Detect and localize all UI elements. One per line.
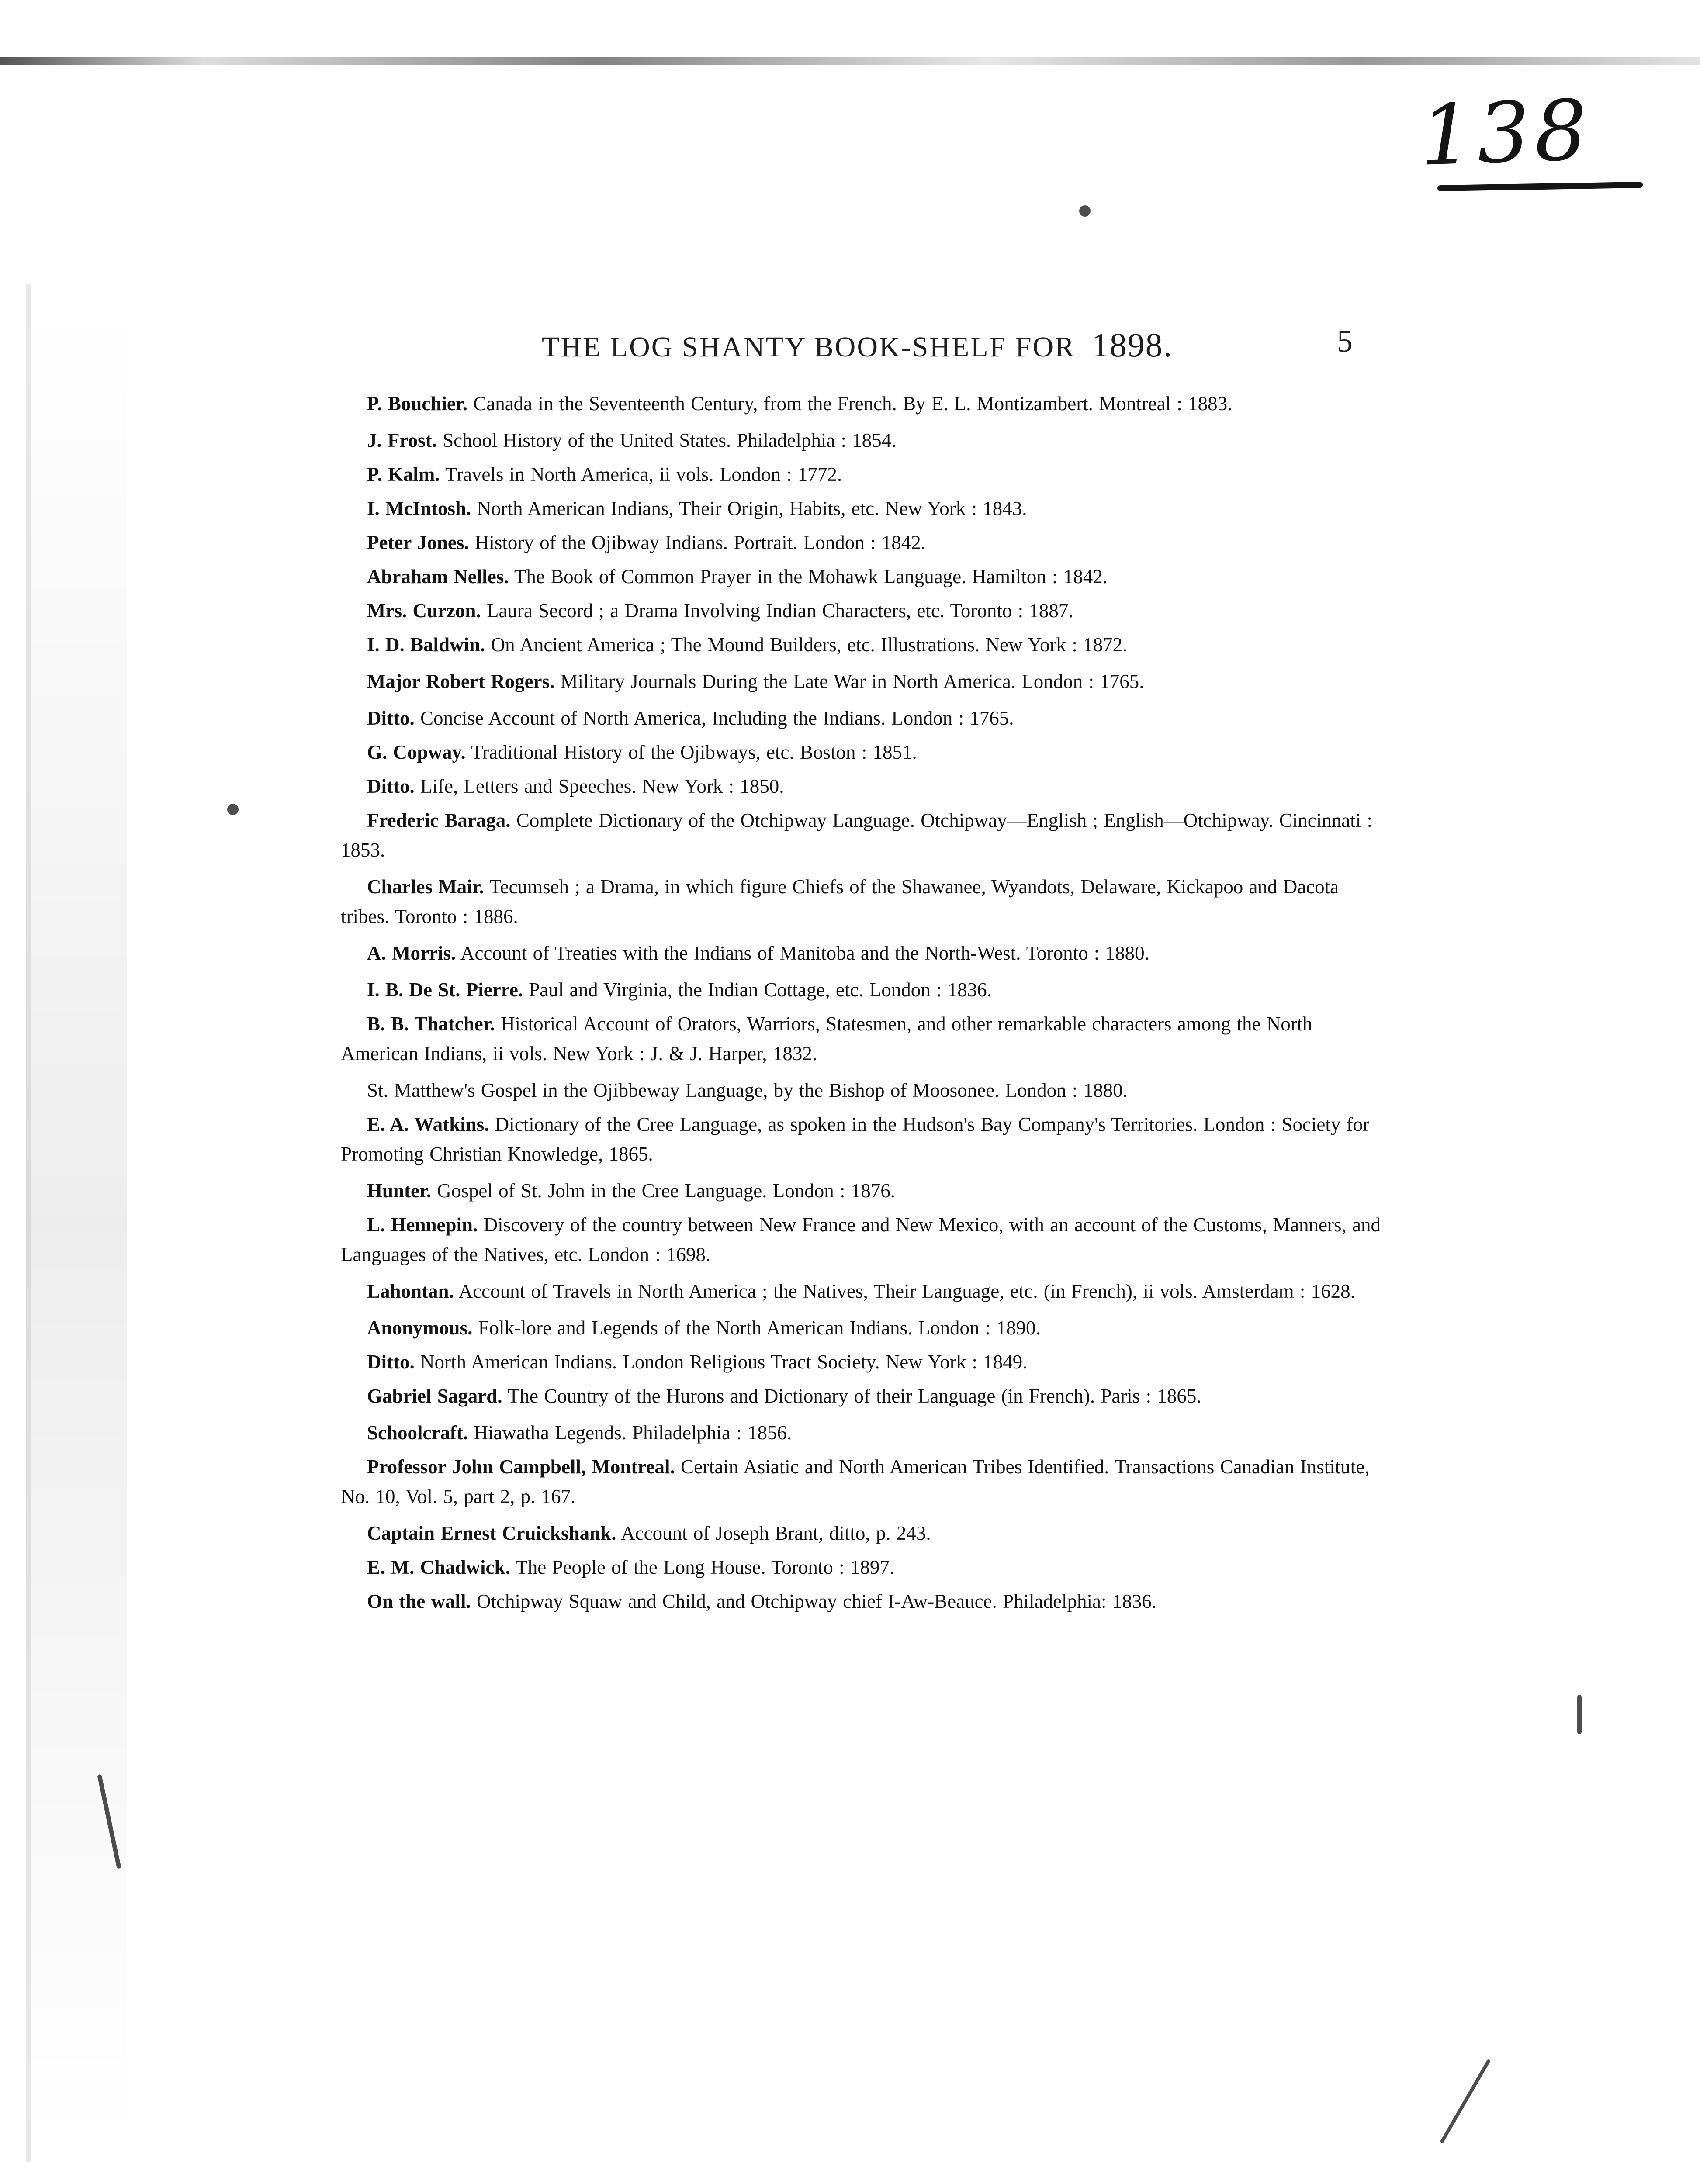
- entry-text: Laura Secord ; a Drama Involving Indian Characters, etc. Toronto : 1887.: [486, 600, 1073, 622]
- entry-text: Military Journals During the Late War in North America. London : 1765.: [560, 670, 1144, 692]
- entry-author: Professor John Campbell, Montreal.: [367, 1456, 675, 1478]
- entry: [341, 1381, 1381, 1411]
- entry: [341, 1586, 1381, 1616]
- entry: [341, 1418, 1381, 1448]
- entry-text: Traditional History of the Ojibways, etc. Boston : 1851.: [471, 741, 917, 763]
- entry-text: Canada in the Seventeenth Century, from the French. By E. L. Montizambert. Montreal : 1883.: [473, 393, 1233, 415]
- entry: [341, 1452, 1381, 1511]
- entry: [341, 1176, 1381, 1206]
- entry: [341, 494, 1381, 523]
- entry: [341, 630, 1381, 660]
- entry: [341, 872, 1381, 931]
- entry-author: On the wall.: [367, 1590, 471, 1612]
- entry: [341, 938, 1381, 968]
- entry-author: Ditto.: [367, 775, 415, 797]
- entry-text: Complete Dictionary of the Otchipway Language. Otchipway—English ; English—Otchipway. Cincinnati : 1853.: [341, 809, 1372, 861]
- entry-author: Abraham Nelles.: [367, 566, 509, 587]
- scan-mark: [1577, 1695, 1582, 1734]
- entry: [341, 389, 1381, 418]
- entry: [341, 1276, 1381, 1306]
- entry: [341, 771, 1381, 801]
- entry: [341, 425, 1381, 455]
- entry-author: P. Bouchier.: [367, 393, 467, 415]
- entry-text: Gospel of St. John in the Cree Language. London : 1876.: [437, 1180, 895, 1202]
- entry-author: L. Hennepin.: [367, 1214, 478, 1236]
- entry-text: Otchipway Squaw and Child, and Otchipway chief I-Aw-Beauce. Philadelphia: 1836.: [477, 1590, 1157, 1612]
- entry-author: Ditto.: [367, 707, 415, 729]
- entry-text: The Book of Common Prayer in the Mohawk Language. Hamilton : 1842.: [514, 566, 1108, 587]
- entry: [341, 703, 1381, 733]
- entry: [341, 805, 1381, 865]
- entry-text: North American Indians, Their Origin, Habits, etc. New York : 1843.: [477, 498, 1027, 519]
- entry-author: Hunter.: [367, 1180, 432, 1202]
- entry-text: History of the Ojibway Indians. Portrait. London : 1842.: [474, 532, 926, 553]
- entry-text: Tecumseh ; a Drama, in which figure Chiefs of the Shawanee, Wyandots, Delaware, Kickapoo and Dacota tribes. Toronto : 1886.: [341, 876, 1339, 927]
- entry-text: Paul and Virginia, the Indian Cottage, etc. London : 1836.: [529, 979, 992, 1001]
- entry-text: Account of Treaties with the Indians of Manitoba and the North-West. Toronto : 1880.: [460, 942, 1149, 964]
- entry-text: On Ancient America ; The Mound Builders, etc. Illustrations. New York : 1872.: [491, 634, 1128, 656]
- entry-author: Mrs. Curzon.: [367, 600, 481, 622]
- entry-text: North American Indians. London Religious Tract Society. New York : 1849.: [420, 1351, 1028, 1373]
- entry-text: Dictionary of the Cree Language, as spoken in the Hudson's Bay Company's Territories. London : Society for Promoting Christian Knowledge, 1865.: [341, 1113, 1370, 1165]
- entry-text: School History of the United States. Philadelphia : 1854.: [443, 429, 897, 451]
- entry-author: Captain Ernest Cruickshank.: [367, 1522, 616, 1544]
- entry: [341, 975, 1381, 1005]
- entry: [341, 1518, 1381, 1548]
- entry: [341, 460, 1381, 489]
- page-number: 5: [1337, 324, 1353, 359]
- entry: [341, 667, 1381, 696]
- entry-author: E. A. Watkins.: [367, 1113, 489, 1135]
- entry-author: Charles Mair.: [367, 876, 484, 898]
- scan-left-edge: [26, 284, 127, 2162]
- entry-author: Frederic Baraga.: [367, 809, 511, 831]
- entry-text: St. Matthew's Gospel in the Ojibbeway Language, by the Bishop of Moosonee. London : 1880.: [367, 1079, 1128, 1101]
- entry-author: Major Robert Rogers.: [367, 670, 555, 692]
- entry-text: Historical Account of Orators, Warriors, Statesmen, and other remarkable characters among the North American Indians, ii vols. New York : J. & J. Harper, 1832.: [341, 1013, 1312, 1064]
- entry: [341, 1009, 1381, 1068]
- entry-author: G. Copway.: [367, 741, 466, 763]
- entry: [341, 1313, 1381, 1343]
- scan-top-rule: [0, 57, 1700, 65]
- entry: [341, 1109, 1381, 1169]
- entry-text: Certain Asiatic and North American Tribes Identified. Transactions Canadian Institute, No. 10, Vol. 5, part 2, p. 167.: [341, 1456, 1370, 1507]
- entry-text: Travels in North America, ii vols. London : 1772.: [445, 463, 842, 485]
- entry: [341, 562, 1381, 591]
- handwritten-page-number: 138: [1418, 82, 1593, 184]
- entry-author: Ditto.: [367, 1351, 415, 1373]
- header-year: 1898.: [1091, 326, 1173, 364]
- entry-author: Gabriel Sagard.: [367, 1385, 502, 1407]
- entry-text: Concise Account of North America, Including the Indians. London : 1765.: [420, 707, 1014, 729]
- entry-author: E. M. Chadwick.: [367, 1556, 510, 1578]
- entry-author: P. Kalm.: [367, 463, 440, 485]
- header-title: THE LOG SHANTY BOOK-SHELF FOR: [542, 331, 1076, 363]
- entry-text: Account of Joseph Brant, ditto, p. 243.: [621, 1522, 931, 1544]
- entry-author: Lahontan.: [367, 1280, 454, 1302]
- running-header: [542, 325, 1173, 365]
- entry-text: Life, Letters and Speeches. New York : 1850.: [420, 775, 784, 797]
- entry: [341, 1552, 1381, 1582]
- entry-author: I. D. Baldwin.: [367, 634, 485, 656]
- entry-author: B. B. Thatcher.: [367, 1013, 495, 1035]
- handwritten-underline: [1437, 182, 1643, 191]
- entry: [341, 1210, 1381, 1269]
- entry-text: Discovery of the country between New France and New Mexico, with an account of the Customs, Manners, and Languages of the Natives, etc. London : 1698.: [341, 1214, 1381, 1265]
- entry-author: J. Frost.: [367, 429, 437, 451]
- entry: [341, 737, 1381, 767]
- bibliography-list: [341, 389, 1381, 1623]
- entry-text: Folk-lore and Legends of the North American Indians. London : 1890.: [478, 1317, 1041, 1339]
- entry: [341, 1075, 1381, 1105]
- entry-text: Hiawatha Legends. Philadelphia : 1856.: [474, 1422, 792, 1444]
- entry-author: I. McIntosh.: [367, 498, 471, 519]
- entry: [341, 1347, 1381, 1377]
- scan-mark: [227, 804, 239, 815]
- entry-author: Anonymous.: [367, 1317, 473, 1339]
- entry-author: Schoolcraft.: [367, 1422, 468, 1444]
- entry-text: The People of the Long House. Toronto : 1897.: [516, 1556, 895, 1578]
- entry: [341, 596, 1381, 625]
- entry-author: Peter Jones.: [367, 532, 469, 553]
- entry: [341, 528, 1381, 557]
- scan-mark: [1079, 205, 1091, 217]
- entry-text: Account of Travels in North America ; the Natives, Their Language, etc. (in French), ii vols. Amsterdam : 1628.: [458, 1280, 1355, 1302]
- entry-author: I. B. De St. Pierre.: [367, 979, 523, 1001]
- scan-mark: [1440, 2059, 1491, 2144]
- entry-text: The Country of the Hurons and Dictionary of their Language (in French). Paris : 1865.: [507, 1385, 1201, 1407]
- entry-author: A. Morris.: [367, 942, 456, 964]
